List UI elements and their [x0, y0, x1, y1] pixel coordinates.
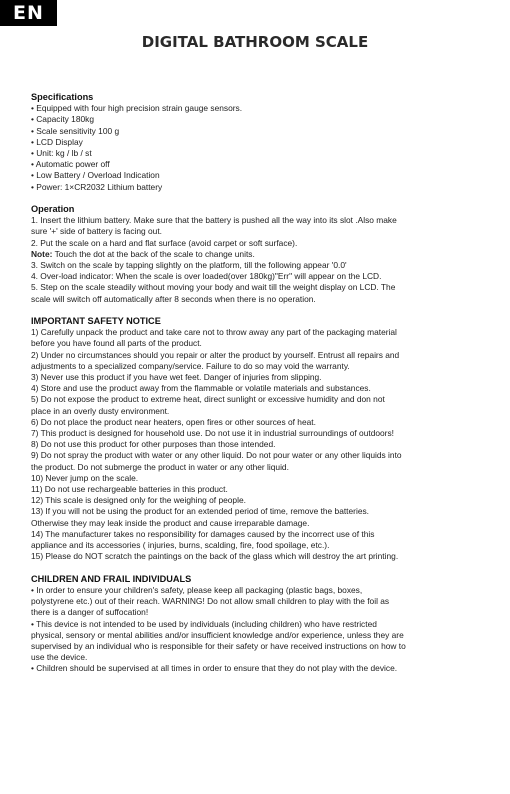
operation-line: 2. Put the scale on a hard and flat surface (avoid carpet or soft surface).	[31, 237, 298, 248]
children-line: use the device.	[31, 652, 88, 663]
safety-line: 2) Under no circumstances should you repair or alter the product by yourself. Entrust all repairs and	[31, 349, 400, 360]
operation-line: 1. Insert the lithium battery. Make sure that the battery is pushed all the way into its slot .Also make	[31, 215, 397, 226]
spec-line: • Scale sensitivity 100 g	[31, 125, 120, 136]
safety-line: 6) Do not place the product near heaters, open fires or other sources of heat.	[31, 416, 316, 427]
safety-line: 13) If you will not be using the product for an extended period of time, remove the batteries.	[31, 506, 369, 517]
safety-line: 7) This product is designed for household use. Do not use it in industrial surroundings of outdoors!	[31, 428, 394, 439]
specifications-section	[31, 92, 483, 193]
operation-heading: Operation	[31, 204, 75, 215]
safety-line: place in an overly dusty environment.	[31, 405, 170, 416]
specifications-heading: Specifications	[31, 92, 94, 102]
language-badge: EN	[0, 0, 57, 26]
children-line: • This device is not intended to be used by individuals (including children) who have restricted	[31, 618, 377, 629]
safety-line: 14) The manufacturer takes no responsibility for damages caused by the incorrect use of this	[31, 528, 375, 539]
spec-line: • Unit: kg / lb / st	[31, 148, 92, 159]
safety-line: the product. Do not submerge the product in water or any other liquid.	[31, 461, 289, 472]
safety-line: 3) Never use this product if you have wet feet. Danger of injuries from slipping.	[31, 372, 322, 383]
spec-line: • Power: 1×CR2032 Lithium battery	[31, 181, 163, 192]
safety-line: 5) Do not expose the product to extreme heat, direct sunlight or excessive humidity and don not	[31, 394, 385, 405]
safety-line: appliance and its accessories ( injuries, burns, scalding, fire, food spoilage, etc.).	[31, 540, 330, 551]
children-line: • Children should be supervised at all times in order to ensure that they do not play with the device.	[31, 663, 398, 674]
children-line: physical, sensory or mental abilities and/or insufficient knowledge and/or experience, unless they are	[31, 629, 404, 640]
spec-line: • Automatic power off	[31, 159, 110, 170]
document-body	[31, 92, 483, 686]
safety-line: Otherwise they may leak inside the product and cause irreparable damage.	[31, 517, 310, 528]
note-label: Note:	[31, 248, 53, 259]
safety-section	[31, 316, 483, 562]
spec-line: • Capacity 180kg	[31, 114, 94, 125]
safety-line: 8) Do not use this product for other purposes than those intended.	[31, 439, 276, 450]
safety-heading: IMPORTANT SAFETY NOTICE	[31, 316, 161, 327]
safety-line: 11) Do not use rechargeable batteries in this product.	[31, 484, 228, 495]
children-line: polystyrene etc.) out of their reach. WARNING! Do not allow small children to play with the foil as	[31, 596, 390, 607]
spec-line: • Low Battery / Overload Indication	[31, 170, 160, 181]
children-section	[31, 574, 483, 675]
children-line: supervised by an individual who is responsible for their safety or have received instructions on how to	[31, 640, 406, 651]
operation-section	[31, 204, 483, 305]
safety-line: 12) This scale is designed only for the weighing of people.	[31, 495, 246, 506]
spec-line: • LCD Display	[31, 136, 83, 147]
operation-line: scale will switch off automatically after 8 seconds when there is no operation.	[31, 293, 316, 304]
children-line: • In order to ensure your children's safety, please keep all packaging (plastic bags, boxes,	[31, 584, 363, 595]
safety-line: 4) Store and use the product away from the flammable or volatile materials and substances.	[31, 383, 371, 394]
spec-line: • Equipped with four high precision strain gauge sensors.	[31, 103, 243, 114]
operation-line: 5. Step on the scale steadily without moving your body and wait till the weight display on LCD. The	[31, 282, 396, 293]
safety-line: before you have found all parts of the product.	[31, 338, 202, 349]
safety-line: 10) Never jump on the scale.	[31, 472, 139, 483]
safety-line: adjustments to a specialized company/service. Failure to do so may void the warranty.	[31, 360, 350, 371]
safety-line: 15) Please do NOT scratch the paintings on the back of the glass which will destroy the art printing.	[31, 551, 399, 562]
children-line: there is a danger of suffocation!	[31, 607, 149, 618]
operation-note	[31, 249, 483, 260]
operation-line: sure '+' side of battery is facing out.	[31, 226, 162, 237]
operation-line: 4. Over-load indicator: When the scale is over loaded(over 180kg)"Err" will appear on the LCD.	[31, 271, 382, 282]
safety-line: 1) Carefully unpack the product and take care not to throw away any part of the packaging material	[31, 327, 397, 338]
children-heading: CHILDREN AND FRAIL INDIVIDUALS	[31, 573, 192, 584]
document-title: DIGITAL BATHROOM SCALE	[141, 33, 369, 51]
operation-line: 3. Switch on the scale by tapping slightly on the platform, till the following appear '0.0'	[31, 260, 347, 271]
safety-line: 9) Do not spray the product with water or any other liquid. Do not pour water or any other liquids into	[31, 450, 402, 461]
note-text: Touch the dot at the back of the scale to change units.	[52, 248, 255, 259]
